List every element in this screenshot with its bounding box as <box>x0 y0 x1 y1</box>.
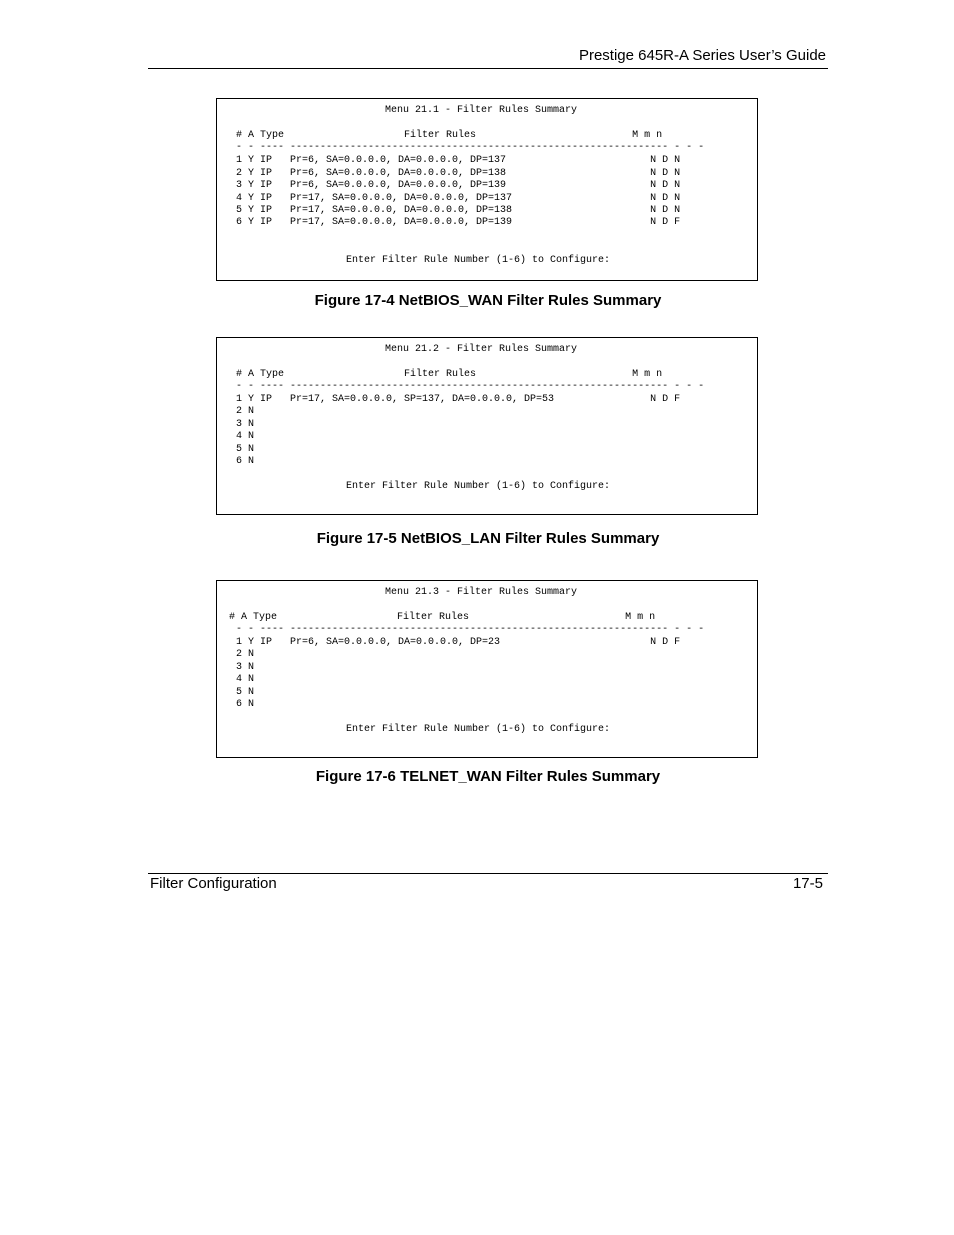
column-header: # A Type Filter Rules M m n <box>236 369 663 380</box>
running-header-title: Prestige 645R-A Series User’s Guide <box>578 47 826 64</box>
column-separator: - - ---- --------------------------------------------------------------- - - - <box>236 142 705 153</box>
filter-rule-row: 5 N <box>236 687 255 698</box>
figure-caption: Figure 17-4 NetBIOS_WAN Filter Rules Summary <box>314 292 662 309</box>
terminal-screen-menu-21-3 <box>216 580 758 758</box>
configure-prompt: Enter Filter Rule Number (1-6) to Configure: <box>346 255 611 266</box>
column-separator: - - ---- --------------------------------------------------------------- - - - <box>236 624 705 635</box>
column-header: # A Type Filter Rules M m n <box>236 130 663 141</box>
filter-rule-row: 5 Y IP Pr=17, SA=0.0.0.0, DA=0.0.0.0, DP=138 N D N <box>236 205 681 216</box>
figure-caption: Figure 17-5 NetBIOS_LAN Filter Rules Summary <box>316 530 660 547</box>
filter-rule-row: 6 N <box>236 699 255 710</box>
filter-rule-row: 3 N <box>236 662 255 673</box>
filter-rule-row: 2 N <box>236 649 255 660</box>
column-header: # A Type Filter Rules M m n <box>229 612 656 623</box>
configure-prompt: Enter Filter Rule Number (1-6) to Configure: <box>346 724 611 735</box>
filter-rule-row: 4 Y IP Pr=17, SA=0.0.0.0, DA=0.0.0.0, DP=137 N D N <box>236 193 681 204</box>
footer-section-name: Filter Configuration <box>150 875 277 892</box>
figure-caption: Figure 17-6 TELNET_WAN Filter Rules Summary <box>315 768 661 785</box>
screen-title: Menu 21.1 - Filter Rules Summary <box>385 105 578 116</box>
terminal-screen-menu-21-2 <box>216 337 758 515</box>
filter-rule-row: 4 N <box>236 674 255 685</box>
filter-rule-row: 2 N <box>236 406 255 417</box>
screen-title: Menu 21.2 - Filter Rules Summary <box>385 344 578 355</box>
page-number: 17-5 <box>792 875 823 892</box>
configure-prompt: Enter Filter Rule Number (1-6) to Configure: <box>346 481 611 492</box>
header-rule <box>148 68 828 69</box>
filter-rule-row: 3 N <box>236 419 255 430</box>
filter-rule-row: 4 N <box>236 431 255 442</box>
filter-rule-row: 3 Y IP Pr=6, SA=0.0.0.0, DA=0.0.0.0, DP=139 N D N <box>236 180 681 191</box>
filter-rule-row: 1 Y IP Pr=17, SA=0.0.0.0, SP=137, DA=0.0.0.0, DP=53 N D F <box>236 394 681 405</box>
filter-rule-row: 5 N <box>236 444 255 455</box>
screen-title: Menu 21.3 - Filter Rules Summary <box>385 587 578 598</box>
terminal-screen-menu-21-1 <box>216 98 758 281</box>
filter-rule-row: 6 N <box>236 456 255 467</box>
filter-rule-row: 1 Y IP Pr=6, SA=0.0.0.0, DA=0.0.0.0, DP=23 N D F <box>236 637 681 648</box>
footer-rule <box>148 873 828 874</box>
column-separator: - - ---- --------------------------------------------------------------- - - - <box>236 381 705 392</box>
filter-rule-row: 6 Y IP Pr=17, SA=0.0.0.0, DA=0.0.0.0, DP=139 N D F <box>236 217 681 228</box>
filter-rule-row: 2 Y IP Pr=6, SA=0.0.0.0, DA=0.0.0.0, DP=138 N D N <box>236 168 681 179</box>
filter-rule-row: 1 Y IP Pr=6, SA=0.0.0.0, DA=0.0.0.0, DP=137 N D N <box>236 155 681 166</box>
